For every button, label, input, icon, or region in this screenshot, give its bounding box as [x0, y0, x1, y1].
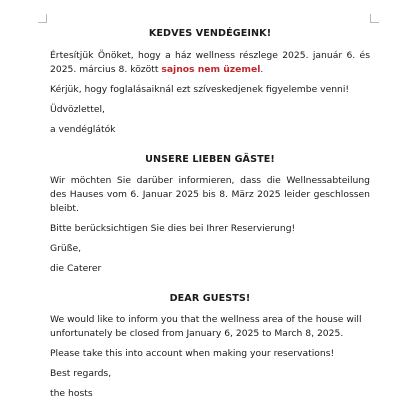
german-notice: Wir möchten Sie darüber informieren, dass die Wellnessabteilung des Hauses vom 6. Januar 2025 bis 8. März 2025 leider geschlossen bleibt.	[50, 175, 370, 214]
german-request: Bitte berücksichtigen Sie dies bei Ihrer Reservierung!	[50, 223, 296, 234]
hungarian-request: Kérjük, hogy foglalásaiknál ezt szíveskedjenek figyelembe venni!	[50, 84, 350, 95]
page-corner-mark-left	[38, 14, 47, 23]
hungarian-signature: a vendéglátók	[50, 124, 116, 135]
hungarian-heading: KEDVES VENDÉGEINK!	[148, 28, 272, 39]
english-heading: DEAR GUESTS!	[169, 293, 251, 304]
hungarian-notice-end: .	[260, 64, 264, 75]
german-heading: UNSERE LIEBEN GÄSTE!	[145, 154, 275, 165]
english-section	[50, 292, 370, 401]
hungarian-notice-highlight: sajnos nem üzemel	[161, 64, 261, 75]
english-greeting: Best regards,	[50, 368, 112, 379]
hungarian-notice	[50, 49, 370, 77]
german-signature: die Caterer	[50, 263, 102, 274]
english-request: Please take this into account when making your reservations!	[50, 348, 335, 359]
hungarian-section	[50, 27, 370, 137]
hungarian-greeting: Üdvözlettel,	[50, 104, 105, 115]
hungarian-notice-text: Értesítjük Önöket, hogy a ház wellness részlege 2025. január 6. és 2025. március 8. között	[50, 50, 370, 75]
german-section	[50, 153, 370, 276]
english-signature: the hosts	[50, 388, 93, 399]
german-greeting: Grüße,	[50, 243, 82, 254]
page-corner-mark-right	[370, 14, 379, 23]
english-notice: We would like to inform you that the wellness area of the house will unfortunately be closed from January 6, 2025 to March 8, 2025.	[50, 314, 362, 339]
document-body	[50, 22, 370, 401]
